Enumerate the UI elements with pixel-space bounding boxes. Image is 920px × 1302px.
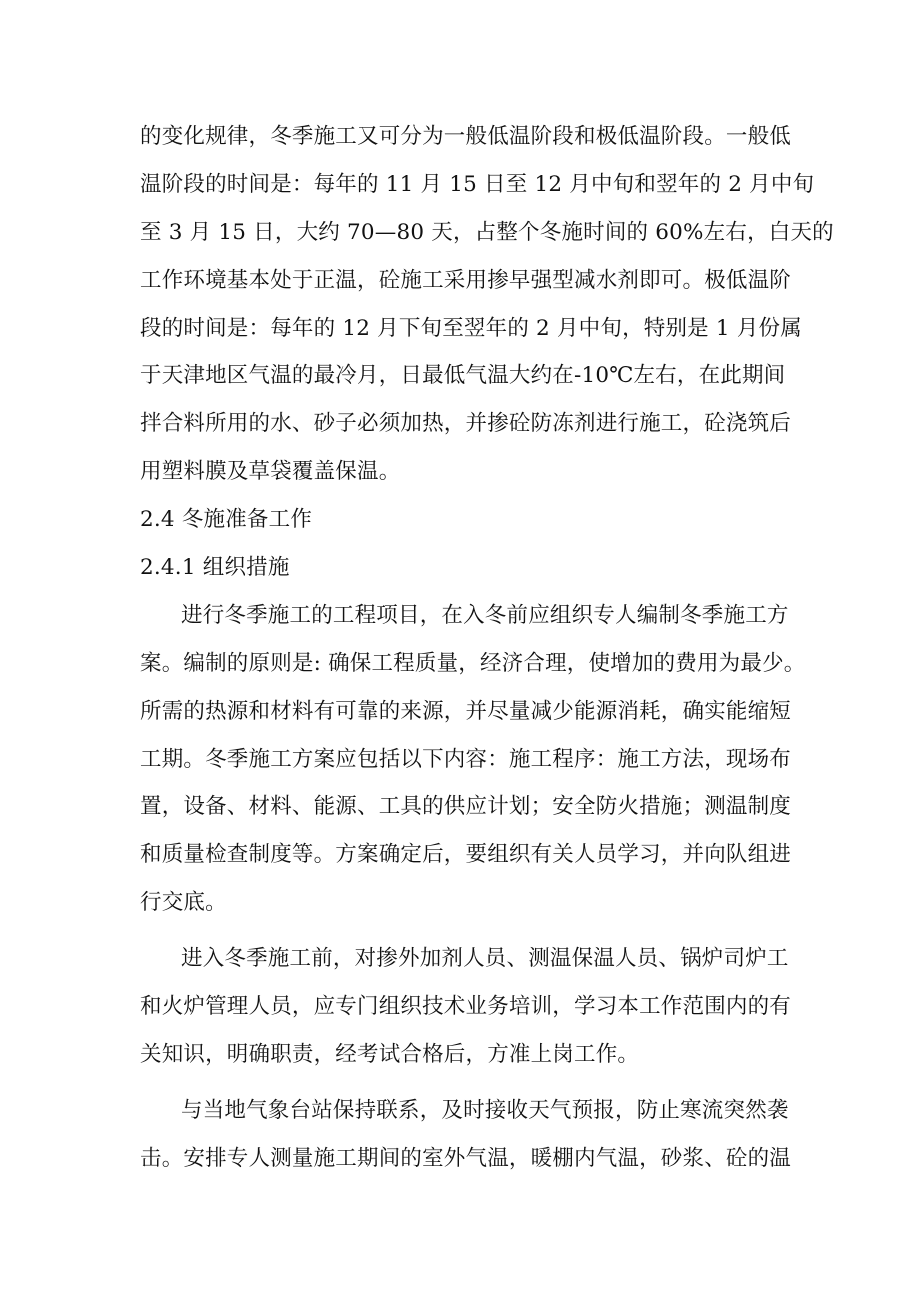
text-line: 和质量检查制度等。方案确定后，要组织有关人员学习，并向队组进 xyxy=(140,842,792,867)
text-line: 拌合料所用的水、砂子必须加热，并掺砼防冻剂进行施工，砼浇筑后 xyxy=(140,411,792,436)
text-line: 行交底。 xyxy=(140,890,227,915)
text-line: 击。安排专人测量施工期间的室外气温，暖棚内气温，砂浆、砼的温 xyxy=(140,1146,792,1171)
text-line: 置，设备、材料、能源、工具的供应计划；安全防火措施；测温制度 xyxy=(140,794,792,819)
text-line: 所需的热源和材料有可靠的来源，并尽量减少能源消耗，确实能缩短 xyxy=(140,699,792,724)
text-line: 的变化规律，冬季施工又可分为一般低温阶段和极低温阶段。一般低 xyxy=(140,124,792,149)
subsection-heading: 2.4.1 组织措施 xyxy=(140,555,290,580)
text-line: 段的时间是：每年的 12 月下旬至翌年的 2 月中旬，特别是 1 月份属 xyxy=(140,316,802,341)
text-line: 与当地气象台站保持联系，及时接收天气预报，防止寒流突然袭 xyxy=(181,1098,789,1123)
text-line: 温阶段的时间是：每年的 11 月 15 日至 12 月中旬和翌年的 2 月中旬 xyxy=(140,172,815,197)
text-line: 进入冬季施工前，对掺外加剂人员、测温保温人员、锅炉司炉工 xyxy=(181,946,789,971)
section-heading: 2.4 冬施准备工作 xyxy=(140,507,313,532)
text-line: 和火炉管理人员，应专门组织技术业务培训，学习本工作范围内的有 xyxy=(140,994,792,1019)
text-line: 于天津地区气温的最冷月，日最低气温大约在-10℃左右，在此期间 xyxy=(140,363,786,388)
text-line: 关知识，明确职责，经考试合格后，方准上岗工作。 xyxy=(140,1042,640,1067)
text-line: 工期。冬季施工方案应包括以下内容：施工程序：施工方法，现场布 xyxy=(140,747,792,772)
text-line: 案。编制的原则是: 确保工程质量，经济合理，使增加的费用为最少。 xyxy=(140,651,806,676)
text-line: 进行冬季施工的工程项目，在入冬前应组织专人编制冬季施工方 xyxy=(181,603,789,628)
text-line: 用塑料膜及草袋覆盖保温。 xyxy=(140,459,401,484)
text-line: 工作环境基本处于正温，砼施工采用掺早强型减水剂即可。极低温阶 xyxy=(140,268,792,293)
text-line: 至 3 月 15 日，大约 70—80 天，占整个冬施时间的 60%左右，白天的 xyxy=(140,220,834,245)
